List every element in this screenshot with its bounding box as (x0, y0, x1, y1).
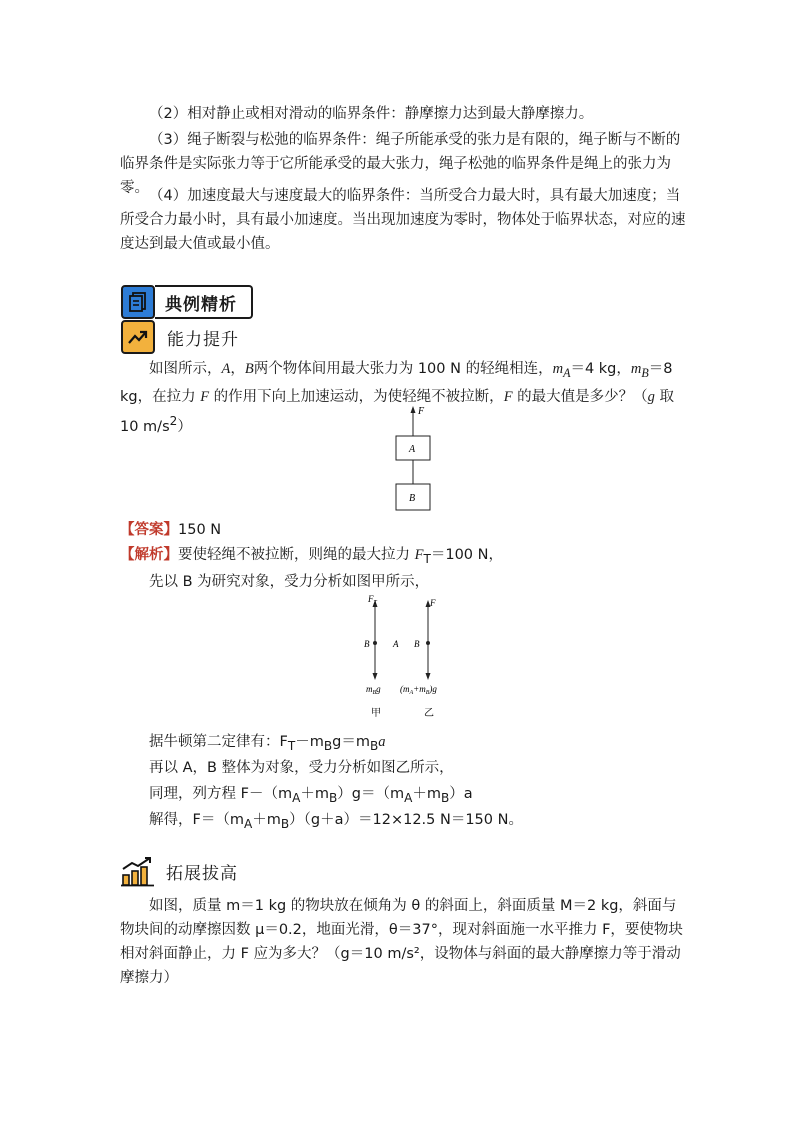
label-a: A (393, 639, 399, 649)
document-icon (121, 285, 155, 319)
answer-line: 【答案】150 N (120, 522, 222, 538)
section-extension-title: 拓展拔高 (166, 863, 238, 884)
problem-1-text: 如图所示，A，B两个物体间用最大张力为 100 N 的轻绳相连，$m_A=4$ kg，$m_B=8$ kg，在拉力 F 的作用下向上加速运动，为使轻绳不被拉断，F 的最大值是多少？（g 取 10 $m/s^2$） (120, 361, 675, 435)
block-a-label: A (409, 444, 416, 455)
analysis-line-3: 据牛顿第二定律有：$F_T-m_Bg=m_Ba$ (149, 734, 386, 753)
section-examples-header (121, 285, 253, 319)
problem-2-text: 如图，质量 m＝1 kg 的物块放在倾角为 θ 的斜面上，斜面质量 M＝2 kg，斜面与物块间的动摩擦因数 μ＝0.2，地面光滑，θ＝37°，现对斜面施一水平推力 F，要使物块相对斜面静止，力 F 应为多大？（g＝10 m/s²，设物体与斜面的最大静摩擦力等于滑动摩擦力） (120, 898, 683, 986)
blocks-figure (380, 400, 450, 512)
label-b-jia: B (364, 639, 370, 649)
label-b-yi: B (414, 639, 420, 649)
section-extension-header (120, 855, 238, 887)
condition-3: （3）绳子断裂与松弛的临界条件：绳子所能承受的张力是有限的，绳子断与不断的临界条件是实际张力等于它所能承受的最大张力，绳子松弛的临界条件是绳上的张力为零。 (120, 132, 681, 196)
analysis-line-2: 先以 B 为研究对象，受力分析如图甲所示， (149, 574, 430, 590)
label-jia: 甲 (371, 708, 381, 719)
section-ability-title: 能力提升 (167, 329, 239, 350)
force-diagrams (360, 592, 470, 722)
analysis-line-1: 【解析】要使轻绳不被拉断，则绳的最大拉力 $F_T=100$ N， (120, 547, 503, 566)
section-ability-header (121, 320, 239, 354)
condition-2: （2）相对静止或相对滑动的临界条件：静摩擦力达到最大静摩擦力。 (149, 106, 594, 122)
section-examples-title: 典例精析 (165, 294, 237, 315)
label-mbg: $m_Bg$ (366, 684, 381, 696)
label-total-weight: $(m_A+m_B)g$ (400, 684, 437, 696)
label-ft: $F_T$ (368, 594, 377, 606)
label-yi: 乙 (424, 708, 434, 719)
bar-chart-growth-icon (120, 855, 156, 887)
analysis-line-6: 解得，$F=(m_A+m_B)(g+a)=12\times 12.5$ N＝150 N。 (149, 812, 523, 831)
label-f: F (430, 598, 436, 608)
analysis-line-5: 同理，列方程 $F-(m_A+m_B)g=(m_A+m_B)a$ (149, 786, 473, 805)
analysis-line-4: 再以 A，B 整体为对象，受力分析如图乙所示， (149, 760, 454, 776)
condition-4: （4）加速度最大与速度最大的临界条件：当所受合力最大时，具有最大加速度；当所受合力最小时，具有最小加速度。当出现加速度为零时，物体处于临界状态，对应的速度达到最大值或最小值。 (120, 188, 686, 252)
figure-force-label: F (418, 406, 425, 417)
trend-up-icon (121, 320, 155, 354)
block-b-label: B (409, 493, 416, 504)
